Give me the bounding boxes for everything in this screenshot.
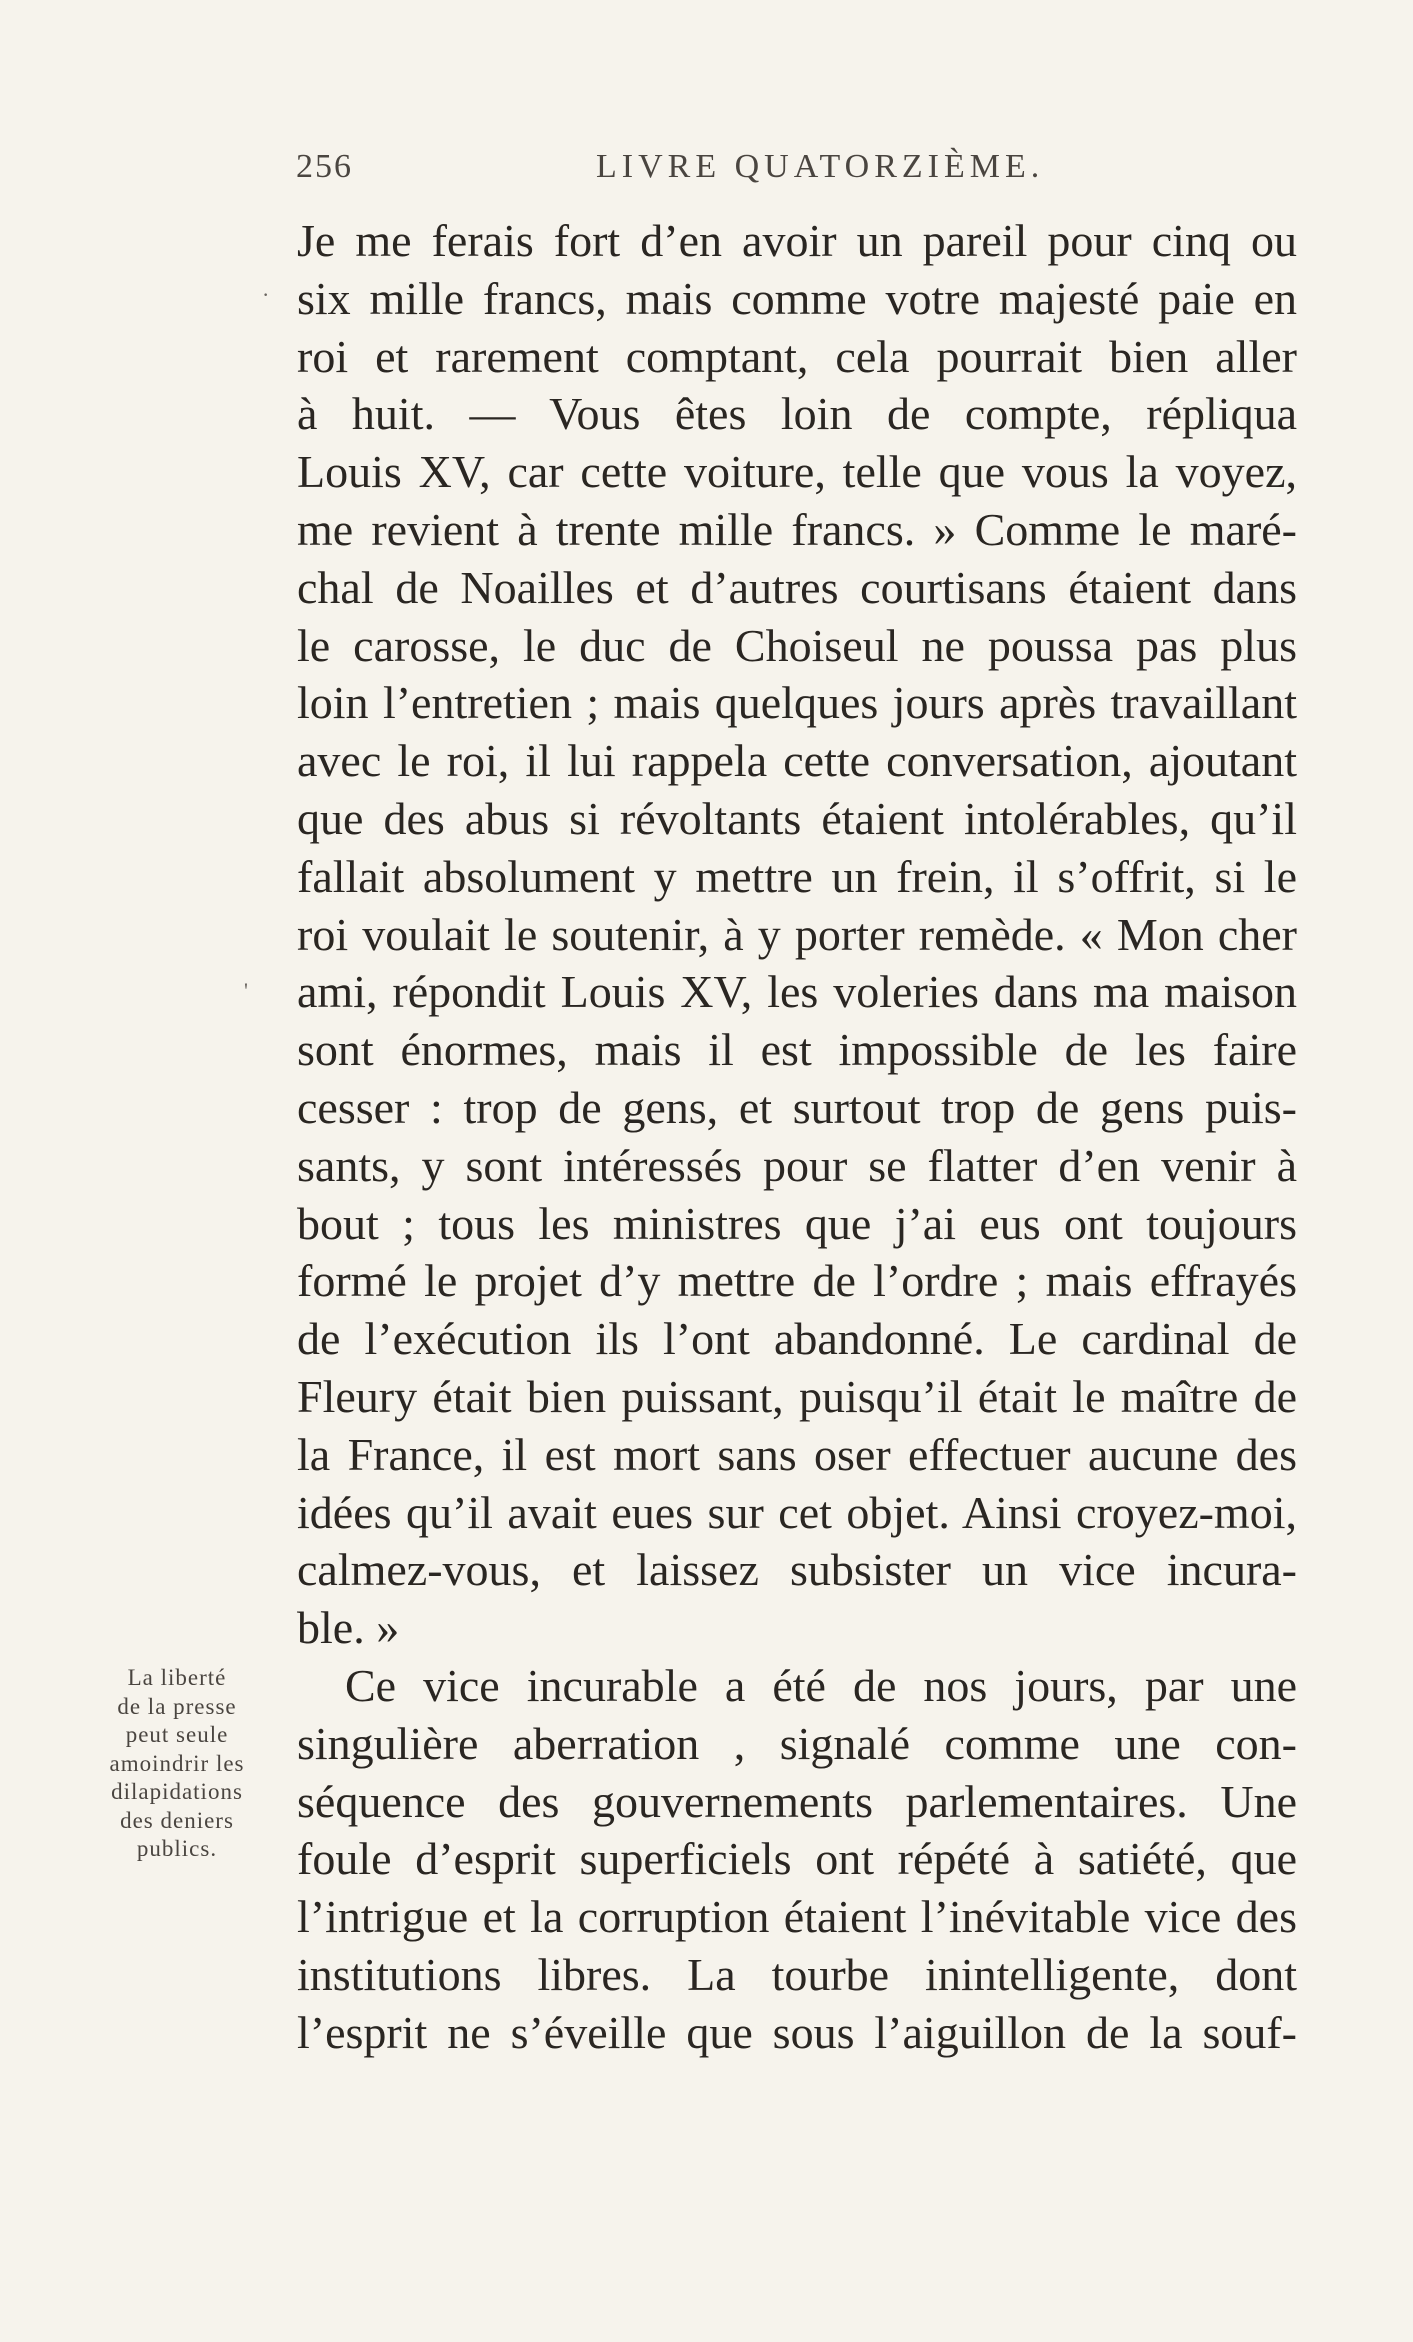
text-line: bout ; tous les ministres que j’ai eus ont toujours — [297, 1197, 1297, 1249]
text-line: fallait absolument y mettre un frein, il s’offrit, si le — [297, 850, 1297, 902]
body-text — [297, 212, 1297, 2062]
text-line: six mille francs, mais comme votre majesté paie en — [297, 272, 1297, 324]
text-line: séquence des gouvernements parlementaires. Une — [297, 1775, 1297, 1827]
margin-note-line: La liberté — [127, 1665, 227, 1690]
text-line: cesser : trop de gens, et surtout trop de gens puis- — [297, 1081, 1297, 1133]
text-line: foule d’esprit superficiels ont répété à satiété, que — [297, 1833, 1297, 1885]
margin-note-line: publics. — [136, 1836, 218, 1861]
text-line: la France, il est mort sans oser effectuer aucune des — [297, 1428, 1297, 1480]
text-line: sont énormes, mais il est impossible de les faire — [297, 1024, 1297, 1076]
text-line: ble. » — [297, 1602, 400, 1654]
margin-note-line: de la presse — [117, 1693, 237, 1719]
text-line: Fleury était bien puissant, puisqu’il était le maître de — [297, 1370, 1297, 1422]
text-line: loin l’entretien ; mais quelques jours après travaillant — [297, 677, 1297, 729]
text-line: Louis XV, car cette voiture, telle que vous la voyez, — [297, 446, 1297, 498]
margin-note-line: peut seule — [125, 1722, 229, 1747]
text-line: que des abus si révoltants étaient intolérables, qu’il — [297, 792, 1297, 844]
margin-note-line: des deniers — [120, 1807, 234, 1833]
margin-note-line: amoindrir les — [109, 1750, 245, 1776]
text-line: à huit. — Vous êtes loin de compte, répliqua — [297, 388, 1297, 440]
text-line: formé le projet d’y mettre de l’ordre ; mais effrayés — [297, 1255, 1297, 1307]
text-line: l’esprit ne s’éveille que sous l’aiguillon de la souf- — [297, 2006, 1297, 2058]
stray-mark: · — [262, 282, 270, 307]
margin-note-line: dilapidations — [111, 1779, 243, 1804]
text-line: singulière aberration , signalé comme une con- — [297, 1717, 1297, 1769]
text-line: avec le roi, il lui rappela cette conversation, ajoutant — [297, 735, 1297, 787]
page-number: 256 — [296, 148, 353, 185]
text-line: chal de Noailles et d’autres courtisans étaient dans — [297, 561, 1297, 613]
text-line: Je me ferais fort d’en avoir un pareil pour cinq ou — [297, 215, 1297, 266]
text-line: institutions libres. La tourbe inintelligente, dont — [297, 1948, 1297, 2000]
text-line: calmez-vous, et laissez subsister un vice incura- — [297, 1544, 1297, 1596]
text-line: roi et rarement comptant, cela pourrait bien aller — [297, 330, 1297, 382]
text-line: l’intrigue et la corruption étaient l’inévitable vice des — [297, 1891, 1297, 1943]
text-line: ami, répondit Louis XV, les voleries dans ma maison — [297, 966, 1297, 1018]
text-line: le carosse, le duc de Choiseul ne poussa pas plus — [297, 619, 1297, 671]
running-title: LIVRE QUATORZIÈME. — [596, 148, 1045, 185]
text-line: sants, y sont intéressés pour se flatter d’en venir à — [297, 1139, 1297, 1191]
running-head — [0, 148, 1413, 188]
text-line: de l’exécution ils l’ont abandonné. Le cardinal de — [297, 1313, 1297, 1365]
text-line: me revient à trente mille francs. » Comme le maré- — [297, 503, 1297, 555]
stray-mark: ' — [244, 978, 248, 1003]
text-line: idées qu’il avait eues sur cet objet. Ainsi croyez-moi, — [297, 1486, 1297, 1538]
paragraph-first-line: Ce vice incurable a été de nos jours, par une — [345, 1659, 1297, 1711]
margin-note — [72, 1664, 282, 1864]
text-line: roi voulait le soutenir, à y porter remède. « Mon cher — [297, 908, 1297, 960]
